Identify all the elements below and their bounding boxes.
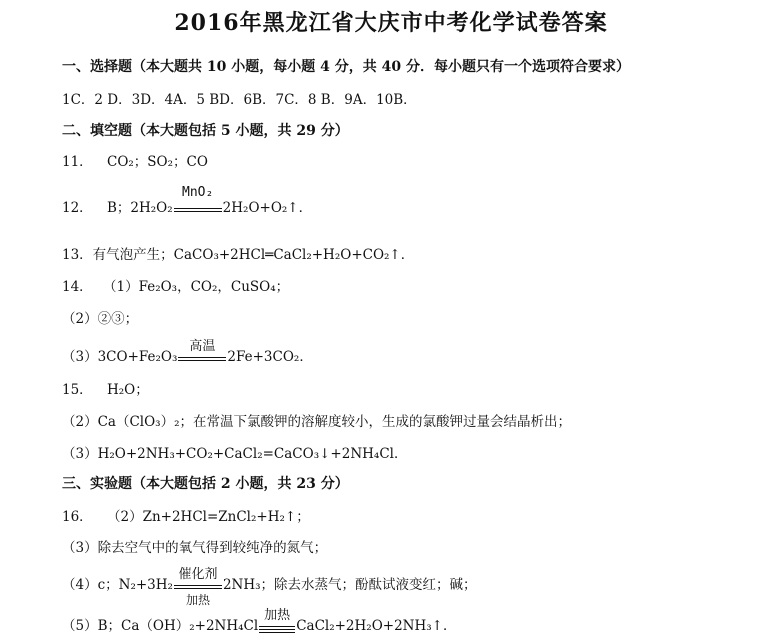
q14-part3-reactants: （3）3CO+Fe₂O₃ xyxy=(62,349,178,365)
q11-answer: CO₂；SO₂；CO xyxy=(106,154,208,170)
q14-condition-label: 高温 xyxy=(189,338,216,354)
q16-part5-condition-label: 加热 xyxy=(264,607,291,623)
q15-line xyxy=(62,378,149,398)
q15-part3: （3）H₂O+2NH₃+CO₂+CaCl₂=CaCO₃↓+2NH₄Cl． xyxy=(62,446,408,462)
section1-heading: 一、选择题（本大题共 10 小题，每小题 4 分，共 40 分．每小题只有一个选项符合要求） xyxy=(62,59,630,75)
q16-part4 xyxy=(62,566,477,607)
q16-line xyxy=(62,505,310,525)
q12-reaction-condition xyxy=(174,184,222,217)
q14-reaction-condition xyxy=(178,338,226,366)
q16-part4-catalyst: 催化剂 xyxy=(178,566,218,582)
q16-part4-products: 2NH₃；除去水蒸气；酚酞试液变红；碱； xyxy=(222,577,477,593)
q15-part2: （2）Ca（ClO₃）₂；在常温下氯酸钾的溶解度较小，生成的氯酸钾过量会结晶析出； xyxy=(62,414,572,430)
q16-part5 xyxy=(62,607,457,635)
q16-part4-reaction-condition xyxy=(174,566,222,607)
q16-part2: （2）Zn+2HCl=ZnCl₂+H₂↑； xyxy=(106,509,310,525)
q14-part3-products: 2Fe+3CO₂． xyxy=(227,349,313,365)
q13-line: 13．有气泡产生；CaCO₃+2HCl═CaCl₂+H₂O+CO₂↑． xyxy=(62,247,415,263)
q12-number: 12． xyxy=(62,200,93,216)
q14-part2: （2）②③； xyxy=(62,311,139,327)
q11-number: 11． xyxy=(62,154,93,170)
q12-products: 2H₂O+O₂↑． xyxy=(222,200,313,216)
q15-number: 15． xyxy=(62,382,93,398)
section2-heading: 二、填空题（本大题包括 5 小题，共 29 分） xyxy=(62,123,349,139)
q16-number: 16． xyxy=(62,509,93,525)
q11-line xyxy=(62,150,208,170)
section1-answers: 1C．2 D．3D．4A．5 BD．6B．7C．8 B．9A．10B． xyxy=(62,92,417,108)
q16-part3: （3）除去空气中的氧气得到较纯净的氮气； xyxy=(62,540,328,556)
q12-line xyxy=(62,184,313,217)
q12-catalyst: MnO₂ xyxy=(182,184,214,200)
q15-part1: H₂O； xyxy=(106,382,149,398)
q16-part5-reaction-condition xyxy=(259,607,295,635)
q16-part5-products: CaCl₂+2H₂O+2NH₃↑． xyxy=(296,618,457,634)
q12-reactants: B；2H₂O₂ xyxy=(106,200,173,216)
q14-part1: （1）Fe₂O₃，CO₂，CuSO₄； xyxy=(102,279,290,295)
q14-line xyxy=(62,275,289,295)
q16-part4-heat: 加热 xyxy=(185,592,210,607)
page-title: 2016年黑龙江省大庆市中考化学试卷答案 xyxy=(174,10,608,36)
q16-part4-reactants: （4）c；N₂+3H₂ xyxy=(62,577,173,593)
section3-heading: 三、实验题（本大题包括 2 小题，共 23 分） xyxy=(62,476,349,492)
q14-part3 xyxy=(62,338,313,366)
q14-number: 14． xyxy=(62,279,93,295)
q16-part5-reactants: （5）B；Ca（OH）₂+2NH₄Cl xyxy=(62,618,259,634)
